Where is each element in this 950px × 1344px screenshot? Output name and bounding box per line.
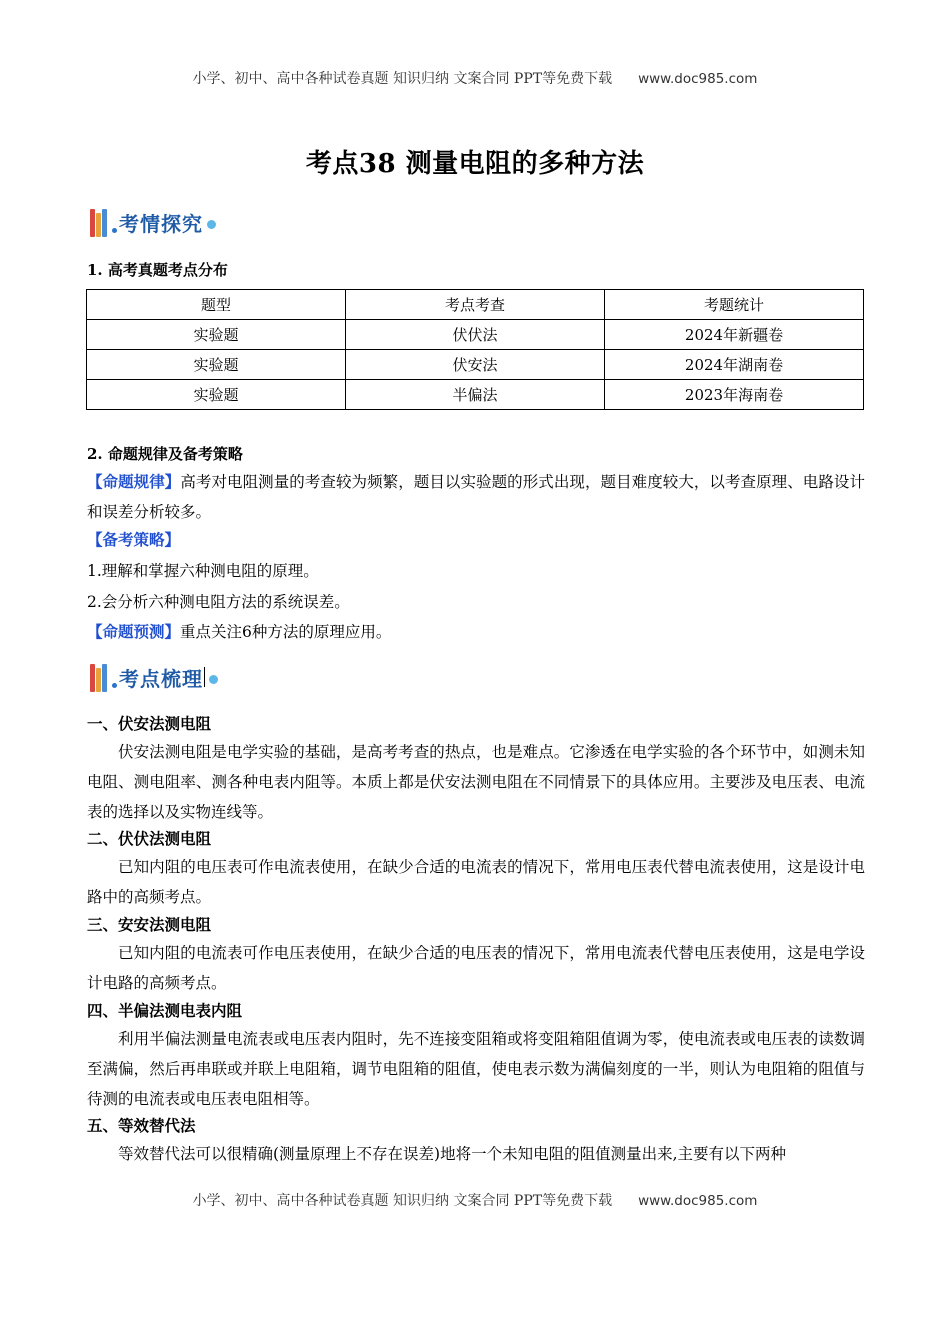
header-text: 小学、初中、高中各种试卷真题 知识归纳 文案合同 PPT等免费下载: [192, 71, 613, 87]
strategy-label: 【备考策略】: [87, 530, 181, 549]
strategy-item: 1.理解和掌握六种测电阻的原理。: [87, 562, 319, 580]
table-cell: 2023年海南卷: [605, 380, 864, 410]
text-cursor: [204, 667, 205, 687]
dot-icon: [112, 228, 117, 233]
point-heading: 一、伏安法测电阻: [87, 714, 212, 733]
books-icon: [90, 662, 108, 692]
point-text: 利用半偏法测量电流表或电压表内阻时，先不连接变阻箱或将变阻箱阻值调为零，使电流表或电压表的读数调至满偏，然后再串联或并联上电阻箱，调节电阻箱的阻值，使电表示数为满偏刻度的一半，则认为电阻箱的阻值与待测的电流表或电压表电阻相等。: [87, 1030, 865, 1108]
table-cell: 2024年新疆卷: [605, 320, 864, 350]
dot-icon: [207, 220, 216, 229]
badge-label: 考点梳理: [119, 666, 203, 691]
strategy-label-line: [87, 525, 865, 555]
point-text: 伏安法测电阻是电学实验的基础，是高考考查的热点，也是难点。它渗透在电学实验的各个环节中，如测未知电阻、测电阻率、测各种电表内阻等。本质上都是伏安法测电阻在不同情景下的具体应用。主要涉及电压表、电流表的选择以及实物连线等。: [87, 743, 865, 821]
table-cell: 实验题: [87, 320, 346, 350]
point-heading: 四、半偏法测电表内阻: [87, 1001, 243, 1020]
table-cell: 伏安法: [346, 350, 605, 380]
section-heading: 2. 命题规律及备考策略: [87, 445, 243, 463]
table-header-cell: 考点考查: [346, 290, 605, 320]
header-site[interactable]: www.doc985.com: [638, 71, 758, 87]
section-badge-exam-analysis: [90, 205, 216, 239]
forecast-paragraph: [87, 617, 865, 647]
table-cell: 实验题: [87, 380, 346, 410]
footer-text: 小学、初中、高中各种试卷真题 知识归纳 文案合同 PPT等免费下载: [192, 1193, 613, 1209]
table-row: [87, 380, 864, 410]
section-heading: 1. 高考真题考点分布: [87, 261, 228, 279]
dot-icon: [209, 675, 218, 684]
footer-site[interactable]: www.doc985.com: [638, 1193, 758, 1209]
forecast-text: 重点关注6种方法的原理应用。: [180, 623, 392, 641]
table-header-row: [87, 290, 864, 320]
point-text: 已知内阻的电流表可作电压表使用，在缺少合适的电压表的情况下，常用电流表代替电压表使用，这是电学设计电路的高频考点。: [87, 944, 865, 992]
page-footer: [0, 1190, 950, 1210]
table-cell: 伏伏法: [346, 320, 605, 350]
rule-paragraph: [87, 467, 865, 527]
exam-distribution-table: [86, 289, 864, 410]
table-row: [87, 320, 864, 350]
rule-label: 【命题规律】: [87, 472, 181, 491]
rule-text: 高考对电阻测量的考查较为频繁，题目以实验题的形式出现，题目难度较大，以考查原理、电路设计和误差分析较多。: [87, 473, 865, 521]
point-text: 已知内阻的电压表可作电流表使用，在缺少合适的电流表的情况下，常用电压表代替电流表使用，这是设计电路中的高频考点。: [87, 858, 865, 906]
strategy-item: 2.会分析六种测电阻方法的系统误差。: [87, 593, 350, 611]
page-header: [0, 68, 950, 88]
page-title: 考点38 测量电阻的多种方法: [305, 149, 645, 179]
table-cell: 实验题: [87, 350, 346, 380]
table-cell: 半偏法: [346, 380, 605, 410]
dot-icon: [112, 683, 117, 688]
point-heading: 三、安安法测电阻: [87, 915, 212, 934]
table-row: [87, 350, 864, 380]
books-icon: [90, 207, 108, 237]
badge-label: 考情探究: [119, 211, 203, 236]
forecast-label: 【命题预测】: [87, 622, 181, 641]
point-heading: 五、等效替代法: [87, 1116, 196, 1135]
section-badge-key-points: [90, 660, 218, 694]
table-cell: 2024年湖南卷: [605, 350, 864, 380]
table-header-cell: 考题统计: [605, 290, 864, 320]
point-text: 等效替代法可以很精确(测量原理上不存在误差)地将一个未知电阻的阻值测量出来,主要有以下两种: [118, 1145, 787, 1163]
table-header-cell: 题型: [87, 290, 346, 320]
point-heading: 二、伏伏法测电阻: [87, 829, 212, 848]
